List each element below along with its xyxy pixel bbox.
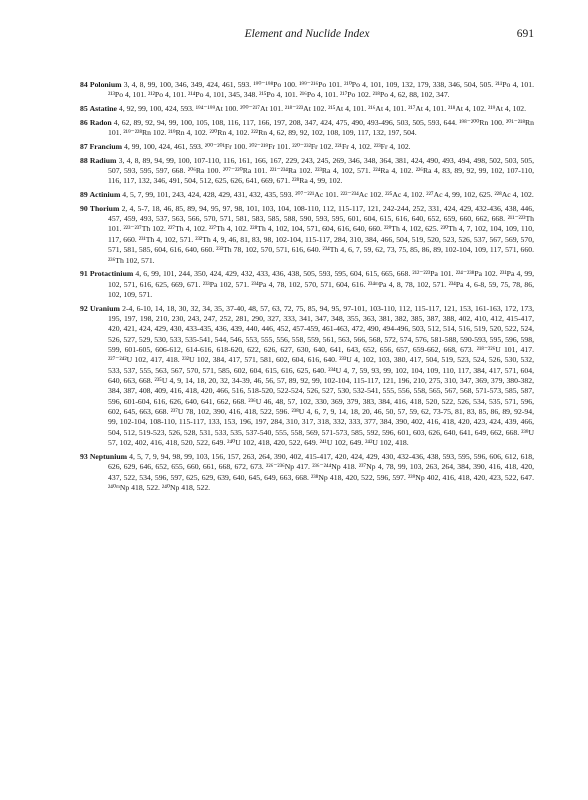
index-entry <box>80 452 534 493</box>
page-references: 4, 62, 89, 92, 94, 99, 100, 105, 108, 116, 117, 166, 197, 208, 347, 424, 475, 490, 493-496, 503, 505, 593, 644. ¹⁹⁸⁻²⁰⁰Rn 100. ²⁰¹⁻²¹⁸Rn 101. ²¹⁹⁻²²⁸Rn 102. ²¹⁹Rn 4, 102. ²²⁰Rn 4, 102. ²²²Rn 4, 62, 89, 92, 102, 108, 109, 117, 132, 197, 504. <box>108 117 535 138</box>
page-references: 4, 5, 7, 9, 94, 98, 99, 103, 156, 157, 263, 264, 390, 402, 415-417, 420, 424, 429, 430, 432-436, 438, 593, 595, 596, 606, 612, 618, 626, 629, 646, 652, 655, 660, 661, 668, 672, 673. ²²⁶⁻²³⁶Np 417. ²³⁶⁻²⁴⁴Np 418. ²³⁷Np 4, 78, 99, 103, 263, 264, 384, 390, 416, 418, 420, 437, 522, 534, 596, 597, 625, 629, 639, 640, 645, 649, 663, 668. ²³⁸Np 418, 420, 522, 596, 597. ²³⁹Np 402, 416, 418, 420, 423, 522, 647. ²⁴⁰ᵐNp 418, 522. ²⁴⁰Np 418, 522. <box>108 451 535 492</box>
element-name: Uranium <box>89 303 120 313</box>
element-name: Protactinium <box>89 269 134 279</box>
index-entry <box>80 156 534 187</box>
element-name: Radon <box>89 117 112 127</box>
element-index-list <box>80 80 534 497</box>
page-references: 3, 4, 8, 99, 100, 346, 349, 424, 461, 593. ¹⁹⁰⁻¹⁹⁸Po 100. ¹⁹⁹⁻²¹⁶Po 101. ²¹⁰Po 4, 101, 109, 132, 179, 338, 346, 504, 505. ²¹¹Po 4, 101. ²¹³Po 4, 101. ²¹²Po 4, 101. ²¹⁴Po 4, 101, 345, 348. ²¹⁵Po 4, 101. ²¹⁶Po 4, 101. ²¹⁷Po 102. ²¹⁸Po 4, 62, 88, 102, 347. <box>108 80 534 100</box>
page-references: 4, 99, 100, 424, 461, 593. ²⁰⁰⁻²⁰¹Fr 100. ²⁰²⁻²¹⁹Fr 101. ²²⁰⁻²³²Fr 102. ²²¹Fr 4, 102. ²²³Fr 4, 102. <box>124 141 411 151</box>
running-title: Element and Nuclide Index <box>244 28 370 40</box>
atomic-number: 91 <box>80 269 88 279</box>
element-name: Francium <box>89 141 123 151</box>
atomic-number: 90 <box>80 203 88 213</box>
page-references: 4, 6, 99, 101, 244, 350, 424, 429, 432, 433, 436, 438, 505, 593, 595, 604, 615, 665, 668. ²¹²⁻²²³Pa 101. ²²⁴⁻²³⁸Pa 102. ²³¹Pa 4, 99, 102, 571, 616, 625, 669, 671. ²³³Pa 102, 571. ²³⁴Pa 4, 78, 102, 570, 571, 604, 616. ²³⁴ᵐPa 4, 8, 78, 102, 571. ²³⁴Pa 4, 6-8, 59, 75, 78, 86, 102, 109, 571. <box>108 269 535 299</box>
index-entry <box>80 204 534 266</box>
atomic-number: 93 <box>80 451 88 461</box>
element-name: Astatine <box>89 104 117 114</box>
element-name: Polonium <box>89 80 122 89</box>
page-header <box>80 28 534 44</box>
atomic-number: 84 <box>80 80 88 89</box>
element-name: Neptunium <box>89 451 128 461</box>
atomic-number: 85 <box>80 104 88 114</box>
page-references: 2-4, 6-10, 14, 18, 30, 32, 34, 35, 37-40, 48, 57, 63, 72, 75, 85, 94, 95, 97-101, 103-110, 112, 115-117, 121, 153, 161-163, 172, 173, 195, 197, 198, 210, 230, 243, 247, 252, 281, 290, 327, 333, 341, 347, 348, 355, 363, 381, 382, 385, 387, 388, 402, 410, 412, 415-417, 420, 421, 424, 429, 430, 433-435, 436, 439, 440, 446, 452, 457-459, 461-463, 472, 490, 494-496, 503, 512, 514, 516, 519, 520, 522, 524, 526, 527, 529, 530, 533, 535-541, 544, 546, 553, 555, 556, 558, 559, 561, 563, 566, 568, 572, 574, 576, 581-588, 590-593, 595, 596, 598, 599, 601-605, 606-612, 614-616, 618-620, 622, 626, 627, 630, 640, 641, 643, 652, 656, 657, 659-662, 668, 673. ²¹⁸⁻²²⁶U 101, 417. ²²⁷⁻²⁴²U 102, 417, 418. ²³²U 102, 384, 417, 571, 581, 602, 604, 616, 640. ²³³U 4, 102, 103, 380, 417, 504, 519, 523, 524, 526, 530, 532, 533, 537, 555, 563, 567, 570, 571, 585, 602, 604, 615, 616, 625, 640. ²³⁴U 4, 7, 59, 93, 99, 102, 104, 109, 110, 117, 384, 417, 571, 604, 640, 663, 668. ²³⁵U 4, 9, 14, 18, 20, 32, 34-39, 46, 56, 57, 89, 92, 99, 102-104, 115-117, 121, 196, 210, 275, 310, 347, 369, 379, 380-382, 384, 387, 408, 409, 416, 418, 420, 466, 516, 518-520, 522-524, 526, 527, 530, 532-541, 555, 556, 558, 565, 567, 568, 571-573, 585, 587, 596, 601-604, 616, 626, 640, 641, 662, 668. ²³⁶U 46, 48, 57, 102, 330, 369, 379, 383, 384, 416, 418, 520, 522, 526, 534, 535, 571, 596, 602, 645, 663, 668. ²³⁷U 78, 102, 390, 416, 418, 522, 596. ²³⁸U 4, 6, 7, 9, 14, 18, 20, 46, 50, 57, 59, 62, 73-75, 81, 83, 85, 86, 89, 92-94, 99, 102-104, 108-110, 115-117, 133, 153, 196, 197, 284, 310, 317, 318, 332, 333, 377, 384, 390, 402, 416, 418, 420, 423, 424, 439, 466, 504, 512, 519-523, 526, 528, 531, 533, 535, 537-540, 555, 558, 569, 571-573, 585, 592, 596, 601, 603, 626, 640, 641, 649, 662, 668. ²³⁹U 57, 102, 402, 416, 418, 520, 522, 649. ²⁴⁰U 102, 418, 420, 522, 649. ²⁴¹U 102, 649. ²⁴²U 102, 418. <box>108 303 535 448</box>
page-references: 4, 92, 99, 100, 424, 593. ¹⁹⁴⁻¹⁹⁹At 100. ²⁰⁰⁻²¹⁷At 101. ²¹⁸⁻²²³At 102. ²¹⁵At 4, 101. ²¹⁶At 4, 101. ²¹⁷At 4, 101. ²¹⁸At 4, 102. ²¹⁹At 4, 102. <box>118 104 527 114</box>
index-entry <box>80 190 534 200</box>
index-entry <box>80 80 534 101</box>
element-name: Radium <box>89 155 117 165</box>
index-entry <box>80 304 534 449</box>
element-name: Thorium <box>89 203 120 213</box>
index-entry <box>80 142 534 152</box>
index-entry <box>80 104 534 114</box>
element-name: Actinium <box>89 190 121 200</box>
page-references: 4, 5, 7, 99, 101, 243, 424, 428, 429, 431, 432, 435, 593. ²⁰⁷⁻²²¹Ac 101. ²²²⁻²³⁴Ac 102. ²²⁵Ac 4, 102. ²²⁷Ac 4, 99, 102, 625. ²²⁸Ac 4, 102. <box>122 190 534 200</box>
index-entry <box>80 118 534 139</box>
page-references: 3, 4, 8, 89, 94, 99, 100, 107-110, 116, 161, 166, 167, 229, 243, 245, 269, 346, 348, 364, 381, 424, 490, 493, 494, 498, 502, 503, 505, 507, 593, 595, 597, 668. ²⁰⁶Ra 100. ²⁰⁷⁻²²⁰Ra 101. ²²¹⁻²³⁴Ra 102. ²²³Ra 4, 102, 571. ²²⁴Ra 4, 102. ²²⁶Ra 4, 83, 89, 92, 99, 102, 107-110, 116, 117, 132, 346, 491, 504, 512, 625, 626, 641, 669, 671. ²²⁸Ra 4, 99, 102. <box>108 155 534 186</box>
atomic-number: 86 <box>80 117 88 127</box>
index-entry <box>80 269 534 300</box>
atomic-number: 87 <box>80 141 88 151</box>
atomic-number: 92 <box>80 303 88 313</box>
page-references: 2, 4, 5-7, 18, 46, 85, 89, 94, 95, 97, 98, 101, 103, 104, 108-110, 112, 115-117, 121, 242-244, 252, 331, 424, 429, 432-436, 438, 446, 457, 459, 493, 537, 563, 566, 570, 571, 581, 583, 585, 588, 590, 593, 595, 601, 604, 615, 616, 640, 652, 659, 660, 662, 668. ²¹¹⁻²²³Th 101. ²²³⁻²³⁷Th 102. ²²⁷Th 4, 102. ²²⁷Th 4, 102. ²²⁸Th 4, 102, 104, 571, 604, 616, 640, 660. ²²⁹Th 4, 102, 625. ²³⁰Th 4, 7, 102, 104, 109, 110, 117, 660. ²³¹Th 4, 102, 571. ²³²Th 4, 9, 46, 81, 83, 98, 102-104, 115-117, 284, 310, 384, 466, 504, 519, 520, 523, 526, 537, 567, 569, 570, 571, 581, 585, 604, 616, 640, 660. ²³³Th 78, 102, 570, 571, 616, 640. ²³⁴Th 4, 6, 7, 59, 62, 73, 75, 85, 86, 89, 102-104, 109, 117, 571, 660. ²³⁶Th 102, 571. <box>108 203 535 265</box>
atomic-number: 88 <box>80 155 88 165</box>
atomic-number: 89 <box>80 190 88 200</box>
page-number: 691 <box>516 28 534 40</box>
